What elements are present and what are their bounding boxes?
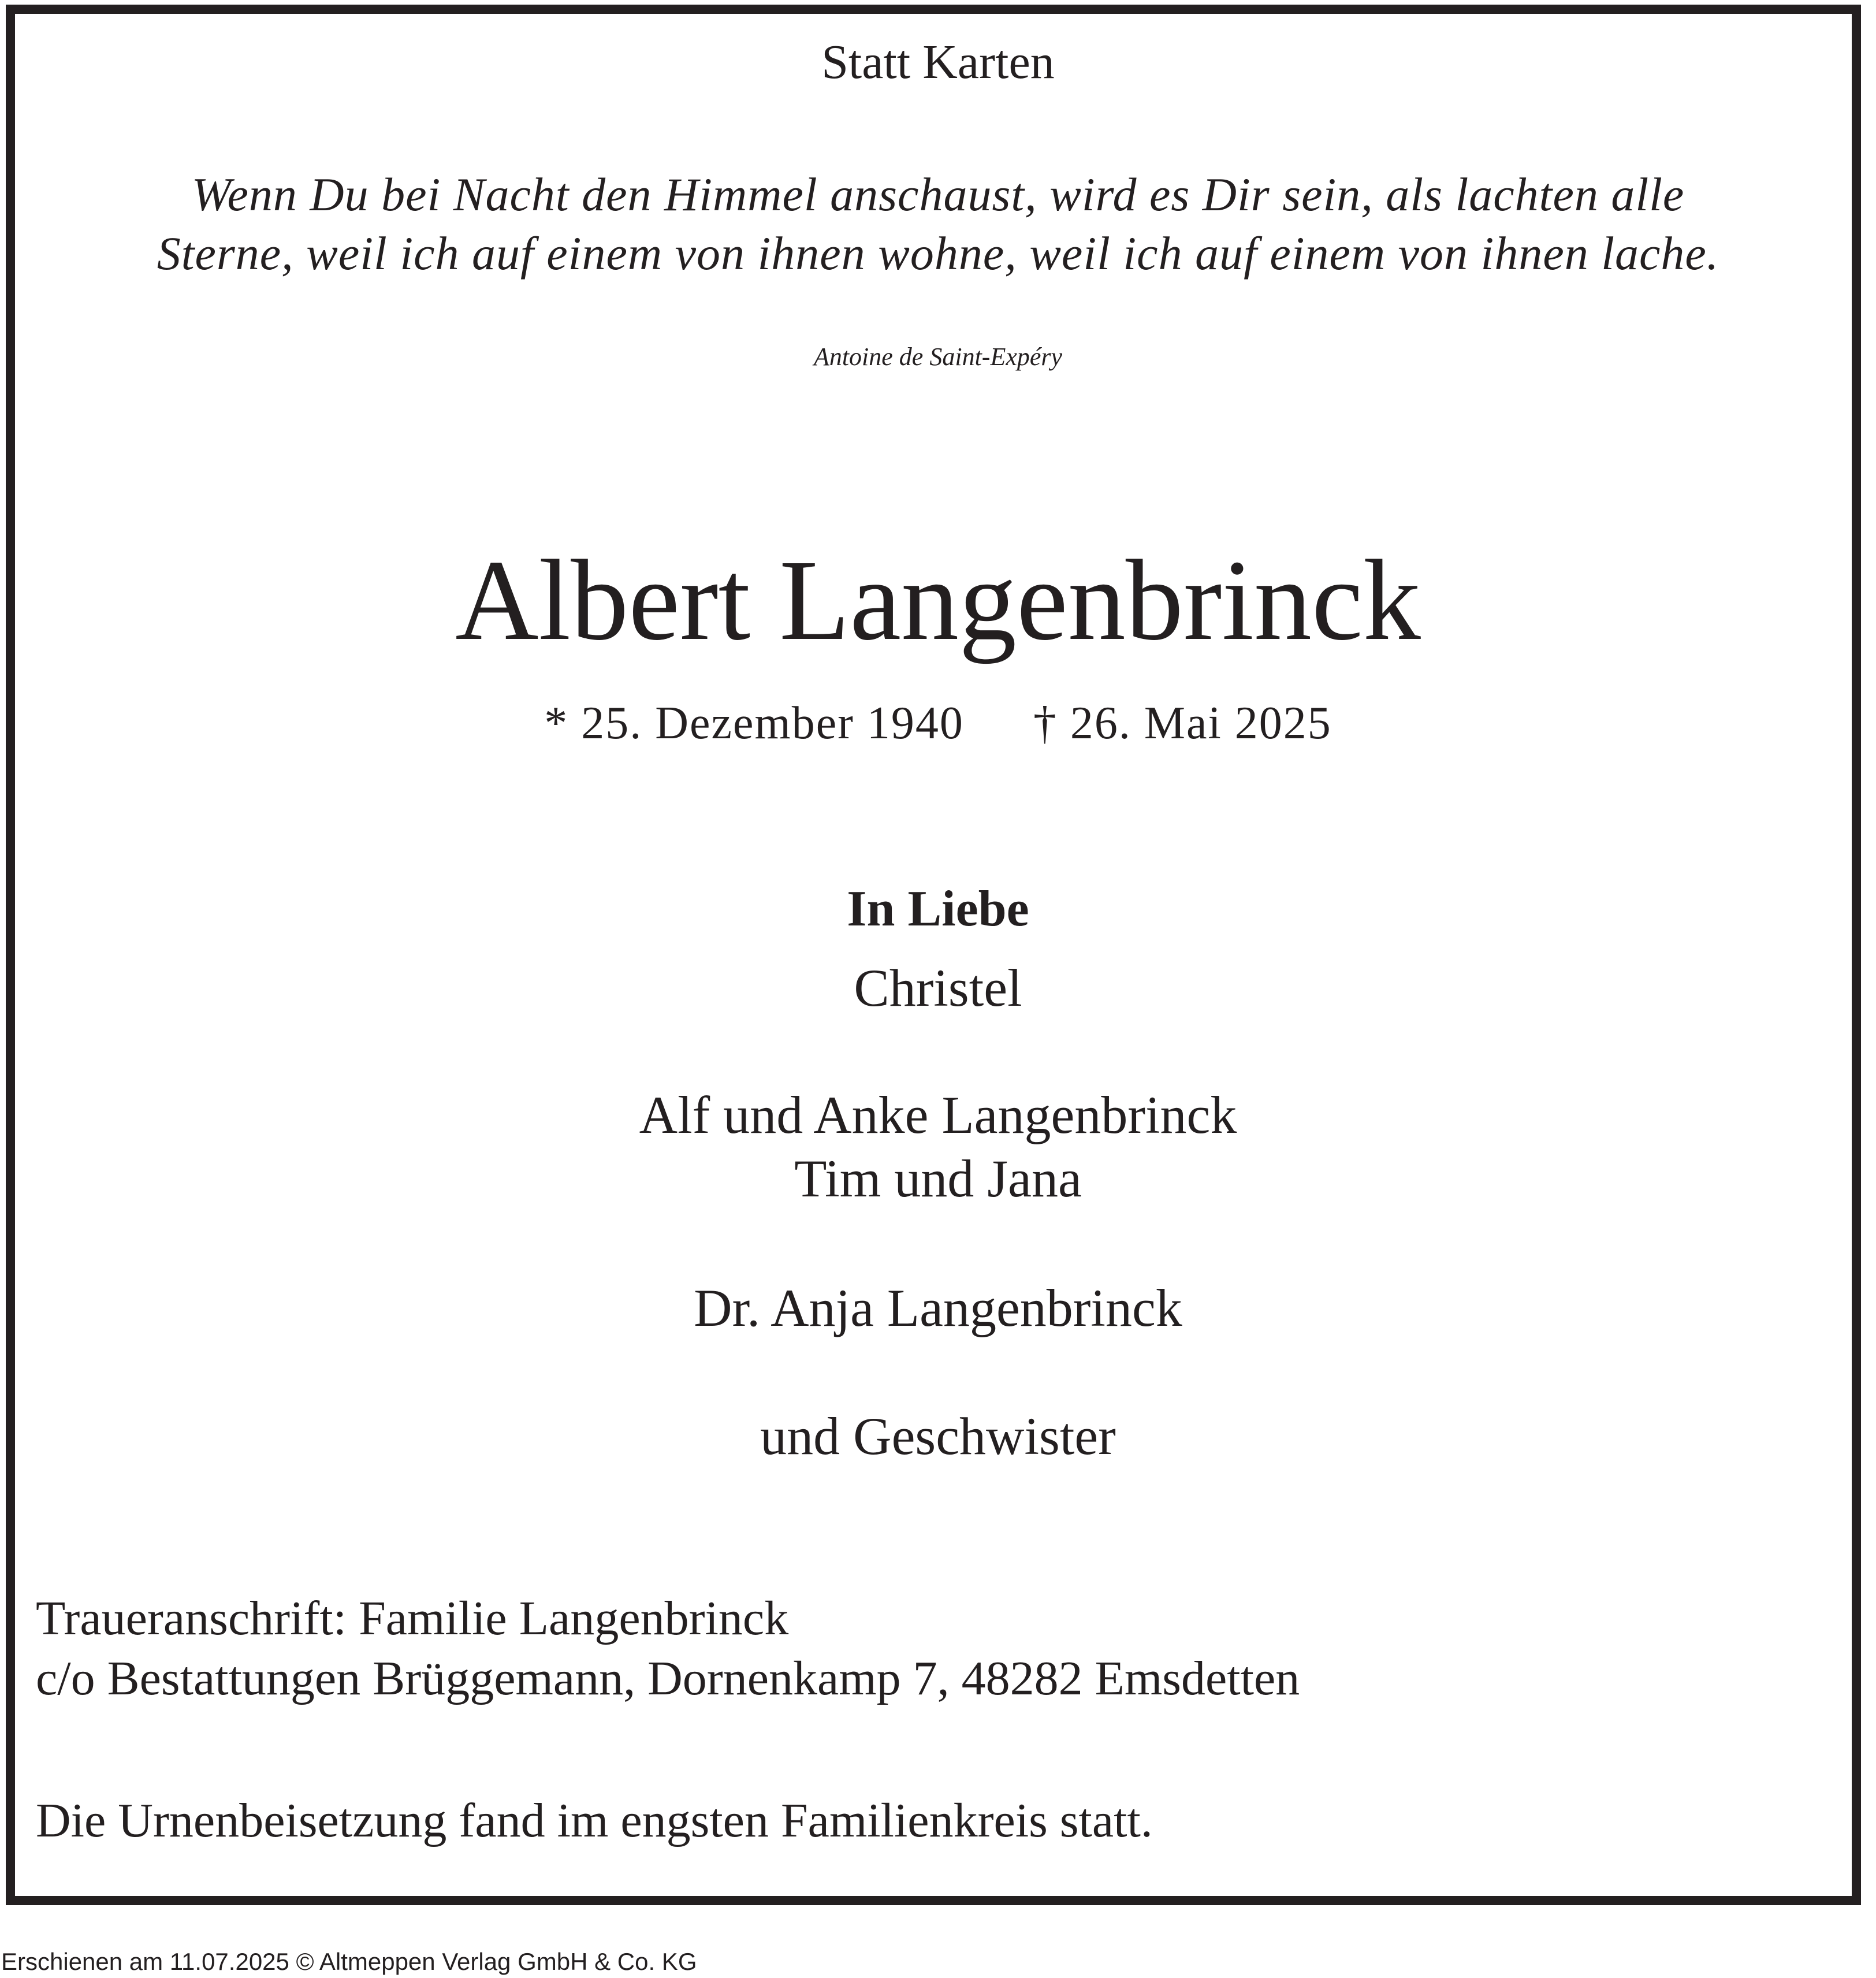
life-dates — [0, 698, 1876, 749]
address-line-1: Traueranschrift: Familie Langenbrinck — [36, 1592, 789, 1645]
publication-footer: Erschienen am 11.07.2025 © Altmeppen Verlag GmbH & Co. KG — [1, 1948, 697, 1975]
mourner-name: und Geschwister — [760, 1407, 1116, 1466]
quote-line-1: Wenn Du bei Nacht den Himmel anschaust, wird es Dir sein, als lachten alle — [191, 168, 1685, 221]
address-line-2: c/o Bestattungen Brüggemann, Dornenkamp 7, 48282 Emsdetten — [36, 1652, 1300, 1705]
mourners-intro: In Liebe — [847, 881, 1029, 937]
mourner-name: Christel — [854, 958, 1022, 1017]
birth-date: * 25. Dezember 1940 — [544, 698, 964, 749]
deceased-name: Albert Langenbrinck — [455, 537, 1421, 664]
burial-notice: Die Urnenbeisetzung fand im engsten Familienkreis statt. — [36, 1794, 1153, 1847]
mourner-name: Tim und Jana — [794, 1149, 1082, 1208]
quote-line-2: Sterne, weil ich auf einem von ihnen wohne, weil ich auf einem von ihnen lache. — [157, 227, 1719, 280]
quote-author: Antoine de Saint-Expéry — [813, 343, 1063, 371]
mourner-name: Dr. Anja Langenbrinck — [694, 1278, 1182, 1337]
header-text: Statt Karten — [821, 35, 1055, 89]
mourner-name: Alf und Anke Langenbrinck — [639, 1085, 1237, 1144]
death-date: † 26. Mai 2025 — [1033, 698, 1332, 749]
